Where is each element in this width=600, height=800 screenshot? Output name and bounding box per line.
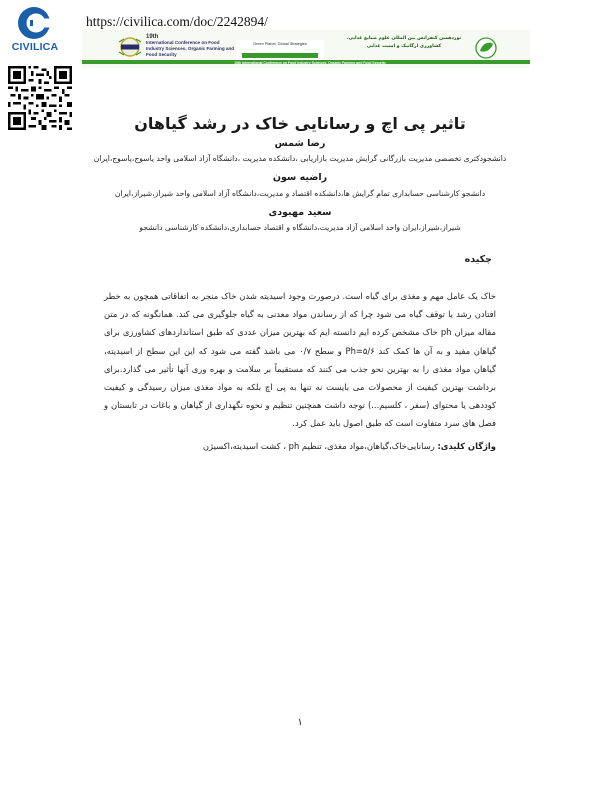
author-affiliation: دانشجو کارشناسی حسابداری تمام گرایش ها،دانشکده اقتصاد و مدیریت،دانشگاه آزاد اسلامی واحد شیراز،شیراز،ایران xyxy=(114,189,486,198)
author-name: رضا شمس xyxy=(274,138,326,149)
author-affiliation: دانشجودکتری تخصصی مدیریت بازرگانی گرایش مدیریت بازاریابی ،دانشکده مدیریت ،دانشگاه آزاد اسلامی واحد یاسوج،یاسوج،ایران xyxy=(93,154,507,163)
english-title-text: International Conference on Food Industry Sciences, Organic Farming and Food Security xyxy=(146,40,235,57)
page-number: ۱ xyxy=(297,717,303,728)
civilica-logo-icon xyxy=(14,6,54,40)
author-name: راضیه سون xyxy=(272,172,328,183)
qr-code-icon xyxy=(8,66,72,130)
abstract-text: خاک یک عامل مهم و مغذی برای گیاه است. درصورت وجود اسیدیته شدن خاک منجر به اتفاقاتی همچون به خطر افتادن رشد یا توقف گیاه می شود چرا که از رساندن مواد معدنی به گیاه جلوگیری می کند. همانگونه که در متن مقاله میزان ph خاک مشخص کرده ایم دانسته ایم که بهترین میزان عددی که طبق استانداردهای کشاورزی برای گیاهان مفید و به آن ها کمک کند Ph=۵/۶ و سطح ۰/۷ می باشد گفته می شود که این این سطح از اسیدیته، گیاهان مواد مغذی را به بهترین نحو جذب می کنند که مستقیماً بر سلامت و بهره وری آنها تأثیر می گذارد.برای برداشت بهترین کیفیت از محصولات می بایست نه تنها به پی اچ بلکه به مواد مغذی میزان رسیدگی و کیفیت کوددهی یا محتوای (سفر ، کلسیم...) توجه داشت همچنین تنظیم و نحوه نگهداری از گیاهان و باغات در تابستان و فصل های سرد متفاوت است که طبق اصول باید عمل کرد. xyxy=(104,291,496,429)
leaf-logo-icon xyxy=(472,36,500,60)
conference-site: www.fooscon.ir xyxy=(267,49,293,54)
banner-center-text xyxy=(240,42,320,55)
banner-subtitle: 19th International Conference on Food Industry Sciences, Organic Farming and Food Security xyxy=(234,61,386,65)
conference-badge-icon xyxy=(116,36,144,58)
keywords-text: رسانایی‌خاک،گیاهان،مواد مغذی، تنظیم ph ، کشت اسیدیته،اکسیژن xyxy=(202,441,435,451)
logo-text: CIVILICA xyxy=(11,41,59,53)
edition-number: 19th xyxy=(146,34,159,40)
author-name: سعید مهبودی xyxy=(268,207,332,218)
civilica-logo[interactable] xyxy=(4,6,66,58)
keywords-label: واژگان کلیدی: xyxy=(437,441,496,451)
document-url[interactable]: https://civilica.com/doc/2242894/ xyxy=(86,14,268,29)
abstract-heading: چکیده xyxy=(464,254,492,265)
author-affiliation: شیراز،شیراز،ایران واحد اسلامی آزاد مدیریت،دانشگاه و اقتصاد حسابداری،دانشکده کارشناسی دانشجو xyxy=(139,223,461,232)
conference-persian-title: نوزدهمین کنفرانس بین المللی علوم صنایع غذایی، کشاورزی ارگانیک و امنیت غذایی xyxy=(346,36,462,49)
slogan: Green Planet, Global Strategies xyxy=(253,42,307,46)
article-title: تاثیر پی اچ و رسانایی خاک در رشد گیاهان xyxy=(134,114,466,133)
keywords xyxy=(104,441,496,451)
conference-english-title xyxy=(146,34,236,58)
